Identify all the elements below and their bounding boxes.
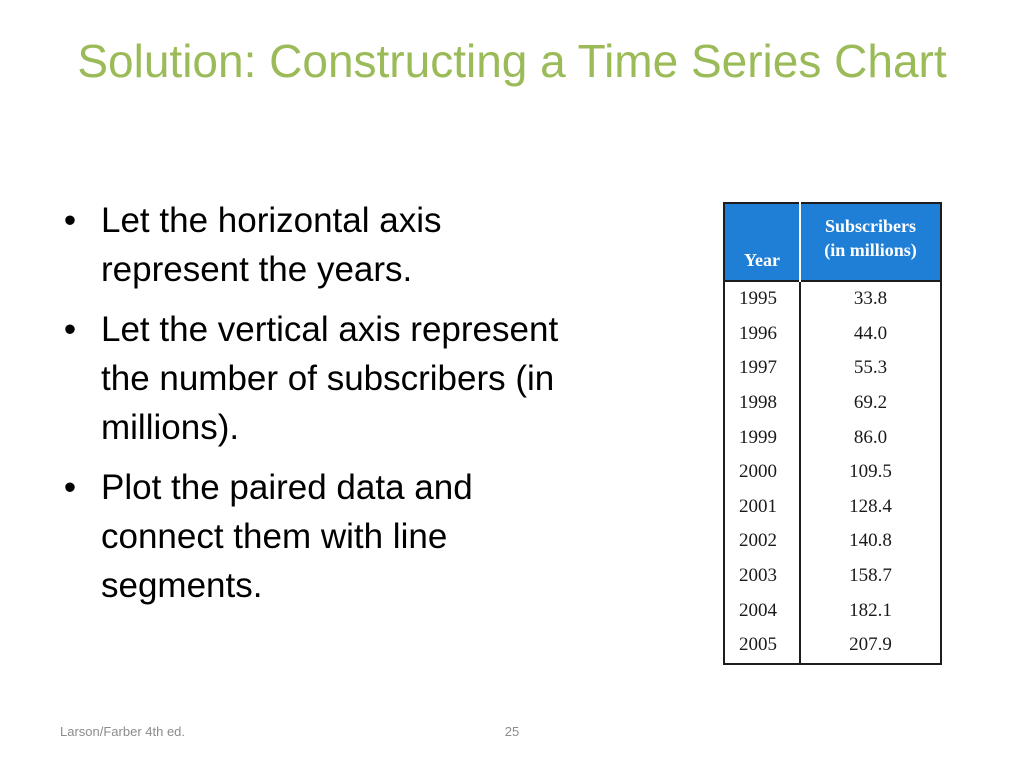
table-header-subscribers-line2: (in millions) bbox=[824, 240, 917, 260]
table-body bbox=[724, 281, 941, 664]
table-row bbox=[724, 386, 941, 421]
table-row bbox=[724, 559, 941, 594]
table-row bbox=[724, 628, 941, 664]
table-cell-subscribers: 182.1 bbox=[849, 599, 892, 621]
bullet-item bbox=[60, 196, 580, 294]
page-number: 25 bbox=[504, 724, 520, 739]
table-cell-year: 2003 bbox=[724, 559, 800, 594]
bullet-text: Let the horizontal axis represent the years. bbox=[101, 201, 442, 289]
table-row bbox=[724, 455, 941, 490]
bullet-icon: • bbox=[63, 310, 77, 349]
table-header-subscribers-line1: Subscribers bbox=[824, 216, 916, 236]
table-cell-year: 1995 bbox=[724, 281, 800, 317]
table-cell-subscribers: 207.9 bbox=[849, 634, 892, 656]
table-row bbox=[724, 490, 941, 525]
footer-citation: Larson/Farber 4th ed. bbox=[60, 724, 186, 739]
table-header-year: Year bbox=[724, 203, 800, 281]
table-cell-year: 2004 bbox=[724, 593, 800, 628]
table-cell-year: 1996 bbox=[724, 317, 800, 352]
bullet-text: Let the vertical axis represent the number of subscribers (in millions). bbox=[101, 310, 559, 447]
table-cell-year: 1998 bbox=[724, 386, 800, 421]
table-cell-year: 2001 bbox=[724, 490, 800, 525]
table-row bbox=[724, 281, 941, 317]
table-header-row bbox=[724, 203, 941, 281]
table-header-subscribers bbox=[800, 203, 941, 281]
table-cell-year: 2002 bbox=[724, 524, 800, 559]
slide-title: Solution: Constructing a Time Series Chart bbox=[77, 35, 947, 87]
table-cell-subscribers: 158.7 bbox=[849, 565, 892, 587]
bullet-item bbox=[60, 463, 580, 610]
table-cell-subscribers: 140.8 bbox=[849, 530, 892, 552]
subscribers-table bbox=[723, 202, 942, 665]
table-cell-subscribers: 33.8 bbox=[800, 281, 941, 317]
table-cell-year: 2005 bbox=[724, 628, 800, 664]
table-row bbox=[724, 593, 941, 628]
table-cell-subscribers: 109.5 bbox=[849, 461, 892, 483]
table-cell-year: 2000 bbox=[724, 455, 800, 490]
table-cell-subscribers: 86.0 bbox=[853, 426, 888, 448]
bullet-icon: • bbox=[63, 201, 77, 240]
table-row bbox=[724, 351, 941, 386]
bullet-text: Plot the paired data and connect them with line segments. bbox=[101, 468, 473, 605]
table-cell-year: 1999 bbox=[724, 420, 800, 455]
table-row bbox=[724, 317, 941, 352]
table-cell-subscribers: 69.2 bbox=[853, 392, 888, 414]
table-cell-year: 1997 bbox=[724, 351, 800, 386]
bullet-item bbox=[60, 305, 580, 452]
table-row bbox=[724, 524, 941, 559]
table-cell-subscribers: 44.0 bbox=[853, 322, 888, 344]
table-cell-subscribers: 55.3 bbox=[853, 357, 888, 379]
bullet-icon: • bbox=[63, 468, 77, 507]
table-row bbox=[724, 420, 941, 455]
bullet-list bbox=[60, 196, 580, 621]
table-cell-subscribers: 128.4 bbox=[849, 495, 892, 517]
